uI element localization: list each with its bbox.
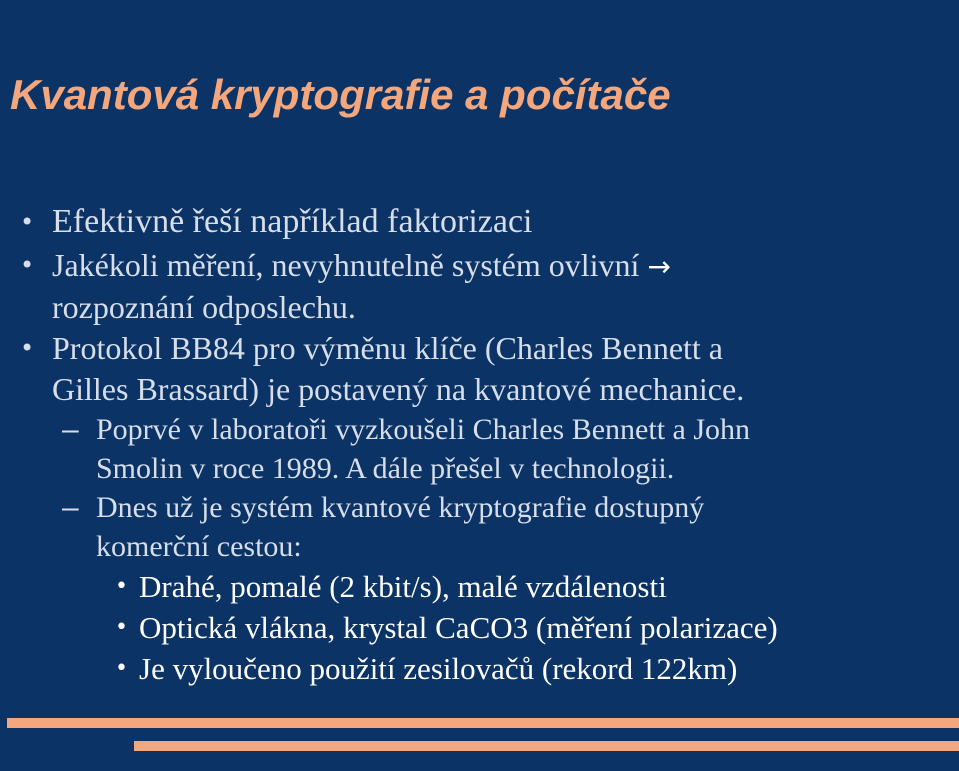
subitem-text: Dnes už je systém kvantové kryptografie dostupný bbox=[96, 491, 705, 524]
bullet-icon: • bbox=[115, 574, 128, 599]
bullet-continuation bbox=[52, 369, 959, 410]
bullet-item bbox=[20, 328, 959, 369]
decorative-bar-top bbox=[7, 718, 959, 728]
dash-icon: – bbox=[62, 413, 79, 446]
bullet-text: Efektivně řeší například faktorizaci bbox=[52, 203, 533, 240]
slide-content bbox=[0, 200, 959, 689]
bullet-text: rozpoznání odposlechu. bbox=[52, 289, 356, 325]
subitem-text: Poprvé v laboratoři vyzkoušeli Charles Bennett a John bbox=[96, 413, 751, 446]
bullet-item bbox=[20, 200, 959, 244]
subitem-continuation bbox=[96, 527, 959, 566]
point-text: Optická vlákna, krystal CaCO3 (měření polarizace) bbox=[139, 610, 778, 645]
point-item bbox=[115, 648, 959, 689]
dash-icon: – bbox=[62, 491, 79, 524]
bullet-icon: • bbox=[115, 615, 128, 640]
point-item bbox=[115, 607, 959, 648]
bullet-continuation bbox=[52, 287, 959, 328]
decorative-bar-bottom bbox=[134, 741, 959, 751]
subitem bbox=[62, 488, 959, 527]
subitem-text: Smolin v roce 1989. A dále přešel v technologii. bbox=[96, 452, 675, 485]
point-text: Je vyloučeno použití zesilovačů (rekord 122km) bbox=[139, 651, 738, 686]
subitem bbox=[62, 410, 959, 449]
bullet-icon: • bbox=[115, 656, 128, 681]
bullet-item bbox=[20, 245, 959, 287]
subitem-continuation bbox=[96, 449, 959, 488]
subitem-text: komerční cestou: bbox=[96, 530, 302, 563]
bullet-text: Gilles Brassard) je postavený na kvantové mechanice. bbox=[52, 371, 745, 407]
bullet-icon: • bbox=[20, 251, 35, 279]
bullet-text: Jakékoli měření, nevyhnutelně systém ovlivní bbox=[52, 247, 640, 283]
slide-title: Kvantová kryptografie a počítače bbox=[10, 71, 671, 118]
point-text: Drahé, pomalé (2 kbit/s), malé vzdálenosti bbox=[139, 569, 667, 604]
bullet-icon: • bbox=[20, 334, 35, 362]
arrow-right-icon: → bbox=[647, 250, 671, 283]
bullet-text: Protokol BB84 pro výměnu klíče (Charles Bennett a bbox=[52, 330, 723, 366]
bullet-icon: • bbox=[20, 208, 35, 236]
point-item bbox=[115, 566, 959, 607]
